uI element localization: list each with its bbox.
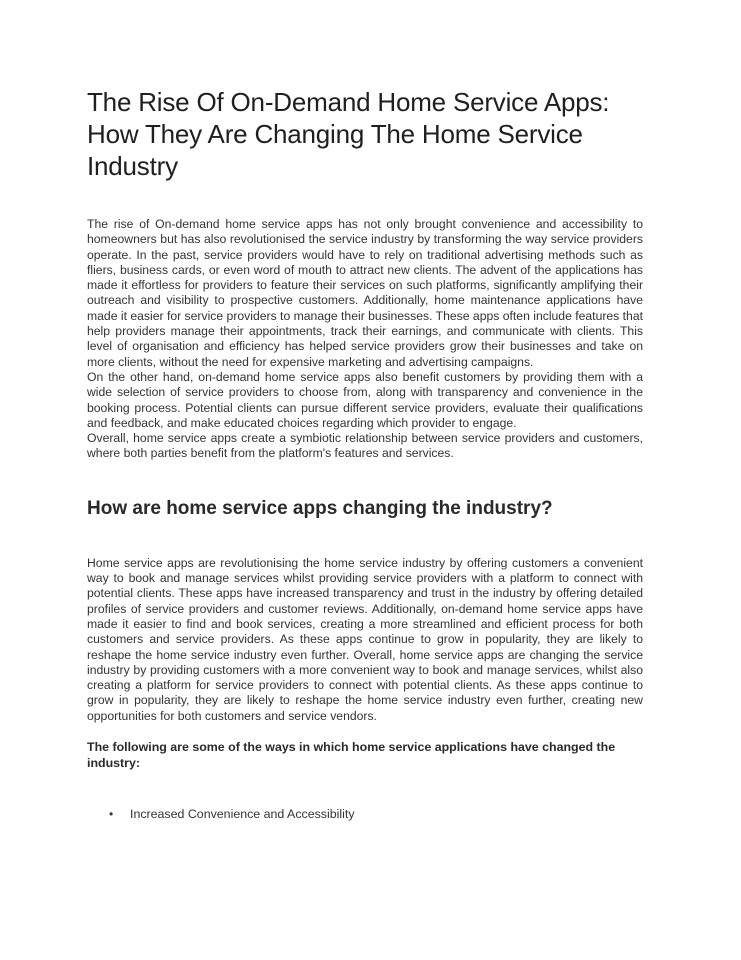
intro-paragraph: On the other hand, on-demand home service apps also benefit customers by providing them with a wide selection of service providers to choose from, along with transparency and convenience in the booking process. Potential clients can pursue different service providers, evaluate their qualifications and feedback, and make educated choices regarding which provider to engage. bbox=[87, 369, 643, 430]
document-title: The Rise Of On-Demand Home Service Apps: How They Are Changing The Home Service Industry bbox=[87, 87, 610, 181]
ways-heading: The following are some of the ways in which home service applications have changed the industry: bbox=[87, 740, 616, 770]
section-heading: How are home service apps changing the industry? bbox=[87, 497, 553, 519]
intro-section bbox=[87, 217, 643, 462]
list-item bbox=[87, 806, 643, 822]
section-body bbox=[87, 556, 643, 724]
document-page bbox=[87, 86, 643, 822]
ways-list bbox=[87, 806, 643, 822]
list-item-text: Increased Convenience and Accessibility bbox=[130, 807, 355, 822]
intro-paragraph: Overall, home service apps create a symbiotic relationship between service providers and customers, where both parties benefit from the platform's features and services. bbox=[87, 431, 643, 461]
section-paragraph: Home service apps are revolutionising the home service industry by offering customers a convenient way to book and manage services whilst providing service providers with a platform to connect with potential clients. These apps have increased transparency and trust in the industry by offering detailed profiles of service providers and customer reviews. Additionally, on-demand home service apps have made it easier to find and book services, creating a more streamlined and efficient process for both customers and service providers. As these apps continue to grow in popularity, they are likely to reshape the home service industry even further. Overall, home service apps are changing the service industry by providing customers with a more convenient way to book and manage services, whilst also creating a platform for service providers to connect with potential clients. As these apps continue to grow in popularity, they are likely to reshape the home service industry even further, creating new opportunities for both customers and service vendors. bbox=[87, 555, 643, 723]
intro-paragraph: The rise of On-demand home service apps has not only brought convenience and accessibility to homeowners but has also revolutionised the service industry by transforming the way service providers operate. In the past, service providers would have to rely on traditional advertising methods such as fliers, business cards, or even word of mouth to attract new clients. The advent of the applications has made it effortless for providers to feature their services on such platforms, significantly amplifying their outreach and visibility to prospective customers. Additionally, home maintenance applications have made it easier for service providers to manage their businesses. These apps often include features that help providers manage their appointments, track their earnings, and communicate with clients. This level of organisation and efficiency has helped service providers grow their businesses and take on more clients, without the need for expensive marketing and advertising campaigns. bbox=[87, 217, 643, 369]
bullet-icon: • bbox=[109, 807, 114, 822]
